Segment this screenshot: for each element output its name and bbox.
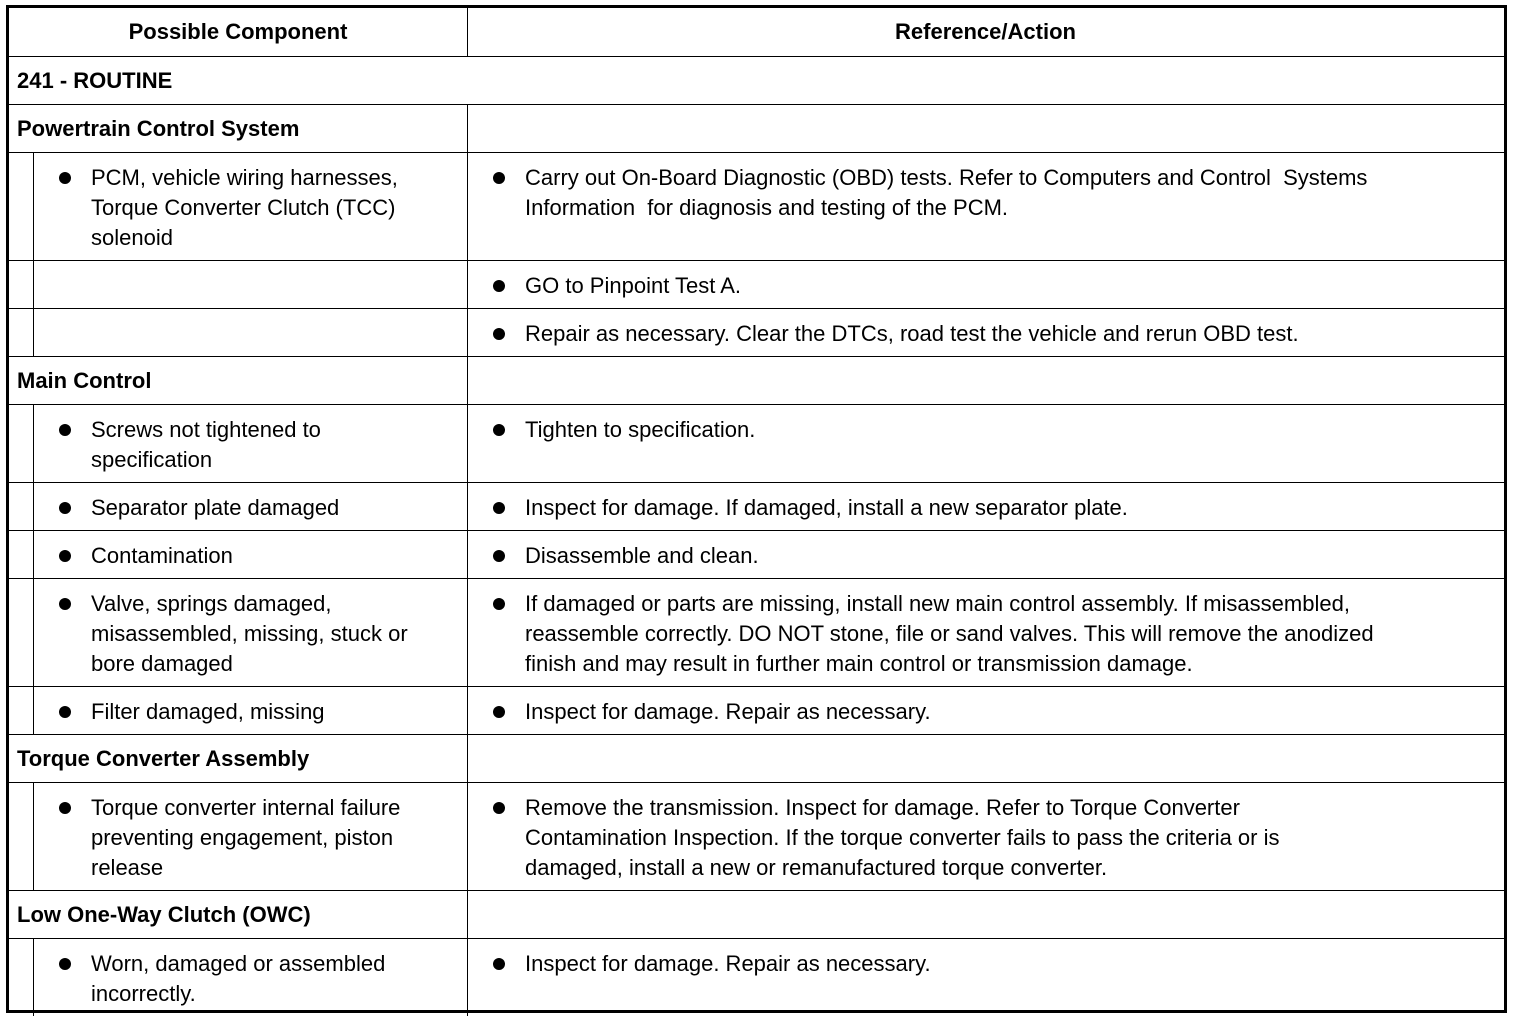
table-row bbox=[9, 938, 1504, 1016]
bullet-icon bbox=[493, 706, 505, 718]
action-text-line: damaged, install a new or remanufactured torque converter. bbox=[525, 855, 1108, 880]
bullet-icon bbox=[59, 172, 71, 184]
bullet-icon bbox=[493, 598, 505, 610]
column-divider bbox=[467, 783, 468, 890]
component-text-line: Contamination bbox=[91, 543, 233, 568]
component-text-line: PCM, vehicle wiring harnesses, bbox=[91, 165, 398, 190]
action-text-line: Contamination Inspection. If the torque converter fails to pass the criteria or is bbox=[525, 825, 1280, 850]
component-text-line: Torque converter internal failure bbox=[91, 795, 401, 820]
table-row bbox=[9, 152, 1504, 260]
table-row bbox=[9, 482, 1504, 530]
action-text-line: Repair as necessary. Clear the DTCs, road test the vehicle and rerun OBD test. bbox=[525, 321, 1299, 346]
column-divider bbox=[467, 357, 468, 404]
diagnostic-table bbox=[6, 5, 1507, 1013]
table-row bbox=[9, 578, 1504, 686]
header-reference-action: Reference/Action bbox=[895, 19, 1076, 44]
column-divider bbox=[467, 153, 468, 260]
indent-divider bbox=[33, 405, 34, 482]
component-text-line: release bbox=[91, 855, 164, 880]
table-row bbox=[9, 404, 1504, 482]
action-text-line: Information for diagnosis and testing of the PCM. bbox=[525, 195, 1009, 220]
component-text-line: solenoid bbox=[91, 225, 173, 250]
component-text-line: preventing engagement, piston bbox=[91, 825, 394, 850]
column-divider bbox=[467, 939, 468, 1016]
action-text-line: Inspect for damage. Repair as necessary. bbox=[525, 699, 931, 724]
section-title: Powertrain Control System bbox=[17, 116, 300, 141]
indent-divider bbox=[33, 531, 34, 578]
component-text-line: Torque Converter Clutch (TCC) bbox=[91, 195, 396, 220]
table-row bbox=[9, 782, 1504, 890]
column-divider bbox=[467, 531, 468, 578]
indent-divider bbox=[33, 309, 34, 356]
bullet-icon bbox=[59, 598, 71, 610]
component-text-line: Filter damaged, missing bbox=[91, 699, 325, 724]
section-row bbox=[9, 356, 1504, 404]
bullet-icon bbox=[59, 502, 71, 514]
bullet-icon bbox=[493, 550, 505, 562]
component-text-line: incorrectly. bbox=[91, 981, 196, 1006]
component-text-line: Valve, springs damaged, bbox=[91, 591, 332, 616]
component-text-line: Worn, damaged or assembled bbox=[91, 951, 386, 976]
table-row bbox=[9, 260, 1504, 308]
component-text-line: specification bbox=[91, 447, 213, 472]
bullet-icon bbox=[493, 958, 505, 970]
indent-divider bbox=[33, 153, 34, 260]
action-text-line: reassemble correctly. DO NOT stone, file or sand valves. This will remove the anodized bbox=[525, 621, 1374, 646]
action-text-line: Remove the transmission. Inspect for damage. Refer to Torque Converter bbox=[525, 795, 1240, 820]
action-text-line: Disassemble and clean. bbox=[525, 543, 759, 568]
bullet-icon bbox=[59, 424, 71, 436]
section-title: Low One-Way Clutch (OWC) bbox=[17, 902, 311, 927]
bullet-icon bbox=[493, 172, 505, 184]
column-divider bbox=[467, 483, 468, 530]
table-row bbox=[9, 308, 1504, 356]
section-title: Torque Converter Assembly bbox=[17, 746, 310, 771]
column-divider bbox=[467, 687, 468, 734]
bullet-icon bbox=[493, 802, 505, 814]
indent-divider bbox=[33, 687, 34, 734]
component-text-line: misassembled, missing, stuck or bbox=[91, 621, 408, 646]
indent-divider bbox=[33, 579, 34, 686]
routine-row bbox=[9, 56, 1504, 104]
bullet-icon bbox=[59, 706, 71, 718]
action-text-line: Carry out On-Board Diagnostic (OBD) tests. Refer to Computers and Control Systems bbox=[525, 165, 1368, 190]
action-text-line: finish and may result in further main control or transmission damage. bbox=[525, 651, 1193, 676]
column-divider bbox=[467, 891, 468, 938]
bullet-icon bbox=[493, 424, 505, 436]
column-divider bbox=[467, 579, 468, 686]
indent-divider bbox=[33, 261, 34, 308]
action-text-line: GO to Pinpoint Test A. bbox=[525, 273, 742, 298]
bullet-icon bbox=[493, 328, 505, 340]
column-divider bbox=[467, 735, 468, 782]
indent-divider bbox=[33, 483, 34, 530]
section-row bbox=[9, 104, 1504, 152]
component-text-line: Separator plate damaged bbox=[91, 495, 340, 520]
header-possible-component: Possible Component bbox=[128, 19, 348, 44]
section-row bbox=[9, 890, 1504, 938]
table-row bbox=[9, 686, 1504, 734]
section-row bbox=[9, 734, 1504, 782]
indent-divider bbox=[33, 939, 34, 1016]
action-text-line: Tighten to specification. bbox=[525, 417, 756, 442]
column-divider bbox=[467, 405, 468, 482]
column-divider bbox=[467, 105, 468, 152]
component-text-line: Screws not tightened to bbox=[91, 417, 321, 442]
indent-divider bbox=[33, 783, 34, 890]
bullet-icon bbox=[59, 958, 71, 970]
bullet-icon bbox=[59, 550, 71, 562]
action-text-line: Inspect for damage. If damaged, install a new separator plate. bbox=[525, 495, 1128, 520]
bullet-icon bbox=[493, 280, 505, 292]
table-header-row bbox=[9, 8, 1504, 56]
table-row bbox=[9, 530, 1504, 578]
action-text-line: If damaged or parts are missing, install new main control assembly. If misassembled, bbox=[525, 591, 1350, 616]
column-divider bbox=[467, 309, 468, 356]
section-title: Main Control bbox=[17, 368, 152, 393]
component-text-line: bore damaged bbox=[91, 651, 233, 676]
column-divider bbox=[467, 261, 468, 308]
bullet-icon bbox=[493, 502, 505, 514]
bullet-icon bbox=[59, 802, 71, 814]
routine-label: 241 - ROUTINE bbox=[17, 68, 173, 93]
action-text-line: Inspect for damage. Repair as necessary. bbox=[525, 951, 931, 976]
